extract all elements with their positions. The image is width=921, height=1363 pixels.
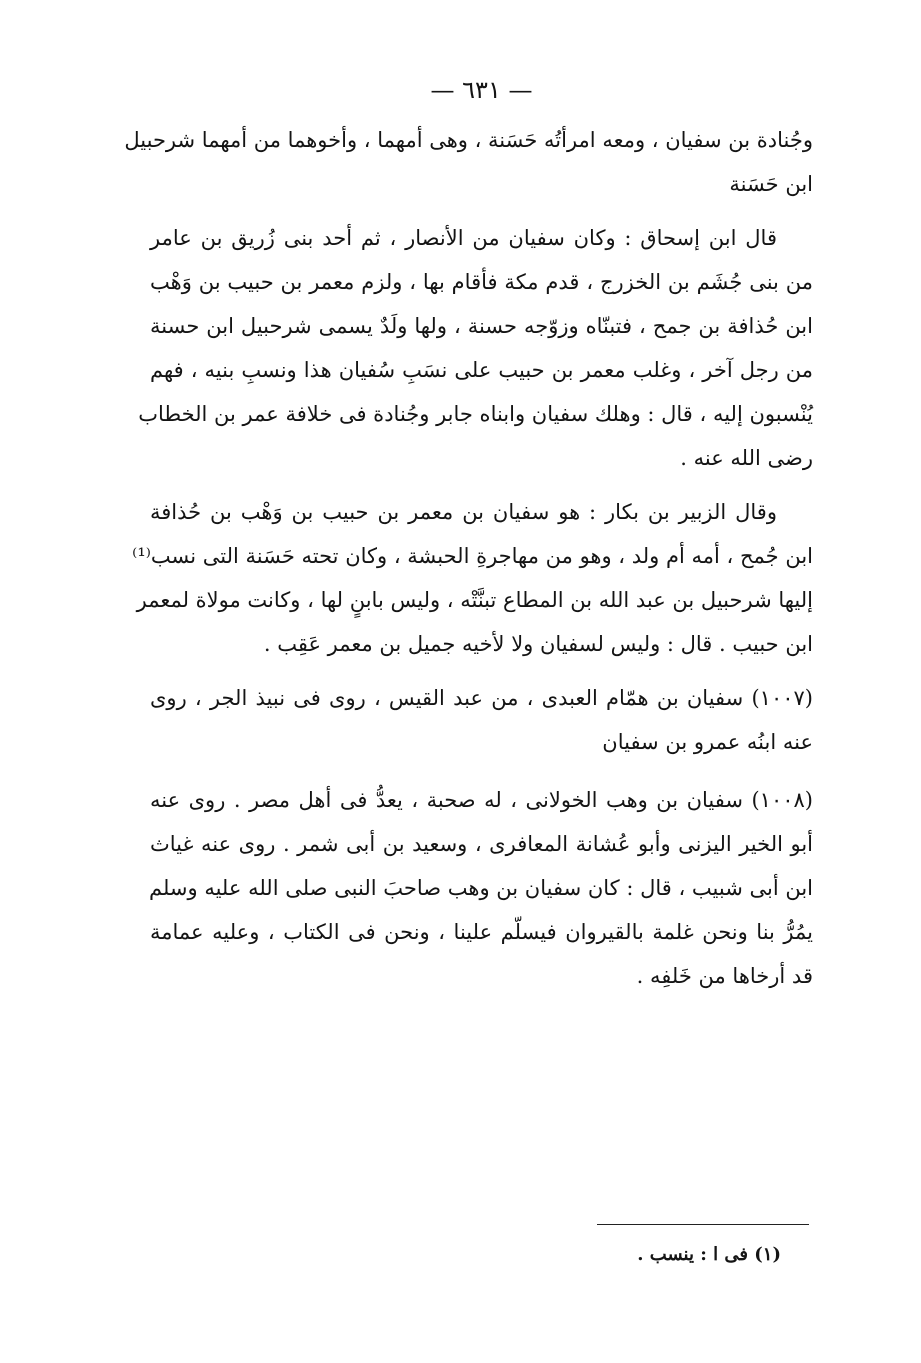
text-line: وقال الزبير بن بكار : هو سفيان بن معمر بن حبيب بن وَهْب بن حُذافة	[150, 500, 777, 524]
text-line: رضى الله عنه .	[680, 446, 813, 470]
text-line: (١٠٠٧) سفيان بن همّام العبدى ، من عبد القيس ، روى فى نبيذ الجر ، روى	[150, 686, 813, 710]
text-line: من بنى جُشَم بن الخزرج ، قدم مكة فأقام بها ، ولزم معمر بن حبيب بن وَهْب	[150, 270, 813, 294]
text-line: يمُرُّ بنا ونحن غلمة بالقيروان فيسلّم علينا ، ونحن فى الكتاب ، وعليه عمامة	[150, 920, 813, 944]
footnote: (١) فى ا : ينسب .	[637, 1244, 781, 1265]
text-line: إليها شرحبيل بن عبد الله بن المطاع تبنَّتْه ، وليس بابنٍ لها ، وكانت مولاة لمعمر	[136, 588, 813, 612]
text-line: ابن حُذافة بن جمح ، فتبنّاه وزوّجه حسنة ، ولها ولَدٌ يسمى شرحبيل ابن حسنة	[150, 314, 813, 338]
text-line: ابن جُمح ، أمه أم ولد ، وهو من مهاجرةِ الحبشة ، وكان تحته حَسَنة التى نسب⁽¹⁾	[132, 544, 813, 568]
text-line: ابن حبيب . قال : وليس لسفيان ولا لأخيه جميل بن معمر عَقِب .	[263, 632, 813, 656]
text-line: قال ابن إسحاق : وكان سفيان من الأنصار ، ثم أحد بنى زُريق بن عامر	[150, 226, 777, 250]
page-number: — ٦٣١ —	[430, 76, 533, 104]
text-line: وجُنادة بن سفيان ، ومعه امرأتُه حَسَنة ، وهى أمهما ، وأخوهما من أمهما شرحبيل	[124, 128, 813, 152]
paragraph-continuation	[124, 118, 813, 206]
text-line: عنه ابنُه عمرو بن سفيان	[602, 730, 813, 754]
text-line: أبو الخير اليزنى وأبو عُشانة المعافرى ، وسعيد بن أبى شمر . روى عنه غياث	[150, 832, 813, 856]
text-line: (١٠٠٨) سفيان بن وهب الخولانى ، له صحبة ، يعدُّ فى أهل مصر . روى عنه	[150, 788, 813, 812]
text-line: يُنْسبون إليه ، قال : وهلك سفيان وابناه جابر وجُنادة فى خلافة عمر بن الخطاب	[138, 402, 813, 426]
paragraph-ibn-ishaq	[138, 216, 813, 480]
text-line: من رجل آخر ، وغلب معمر بن حبيب على نسَبِ سُفيان هذا ونسبِ بنيه ، فهم	[150, 358, 813, 382]
text-line: ابن حَسَنة	[729, 172, 813, 196]
text-line: ابن أبى شبيب ، قال : كان سفيان بن وهب صاحبَ النبى صلى الله عليه وسلم	[149, 876, 813, 900]
footnote-divider	[597, 1224, 809, 1225]
body-text	[124, 118, 813, 998]
paragraph-zubayr	[132, 490, 813, 666]
entry-1007	[150, 676, 813, 764]
text-line: قد أرخاها من خَلفِه .	[636, 964, 813, 988]
entry-1008	[150, 778, 813, 998]
